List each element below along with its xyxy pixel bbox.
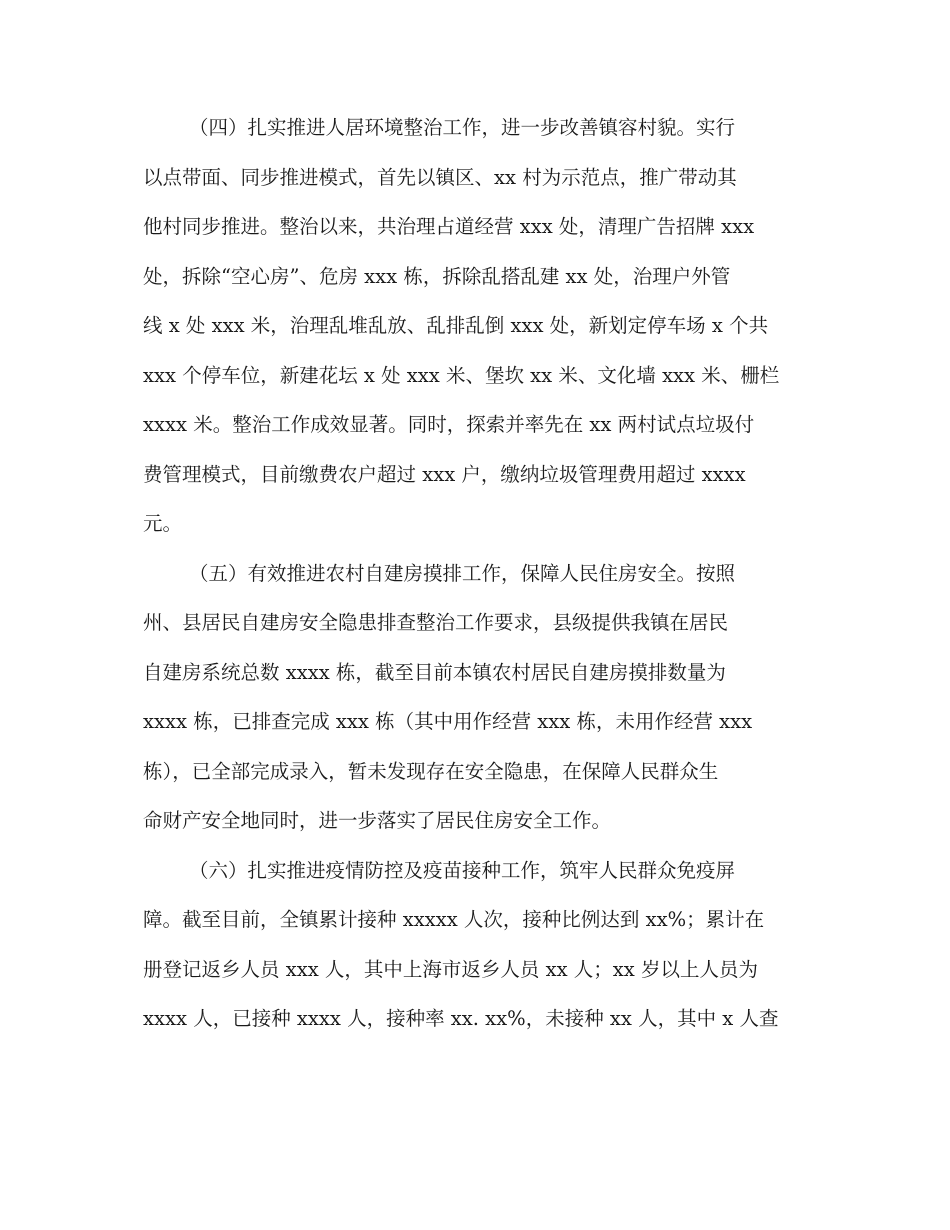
paragraph-line: 障。截至目前，全镇累计接种 xxxxx 人次，接种比例达到 xx%；累计在 bbox=[143, 908, 765, 931]
paragraph-line: （五）有效推进农村自建房摸排工作，保障人民住房安全。按照 bbox=[189, 562, 736, 585]
paragraph-line: （六）扎实推进疫情防控及疫苗接种工作，筑牢人民群众免疫屏 bbox=[189, 859, 736, 882]
paragraph-line: 费管理模式，目前缴费农户超过 xxx 户，缴纳垃圾管理费用超过 xxxx bbox=[143, 463, 746, 486]
paragraph-line: 以点带面、同步推进模式，首先以镇区、xx 村为示范点，推广带动其 bbox=[143, 166, 737, 189]
paragraph-line: 元。 bbox=[143, 512, 183, 535]
paragraph-line: 命财产安全地同时，进一步落实了居民住房安全工作。 bbox=[143, 809, 612, 832]
paragraph-line: 册登记返乡人员 xxx 人，其中上海市返乡人员 xx 人；xx 岁以上人员为 bbox=[143, 958, 758, 981]
paragraph-line: xxxx 栋，已排查完成 xxx 栋（其中用作经营 xxx 栋，未用作经营 xxx bbox=[143, 710, 753, 733]
paragraph-line: xxxx 米。整治工作成效显著。同时，探索并率先在 xx 两村试点垃圾付 bbox=[143, 413, 755, 436]
paragraph-line: 处，拆除“空心房”、危房 xxx 栋，拆除乱搭乱建 xx 处，治理户外管 bbox=[143, 265, 731, 288]
paragraph-line: 他村同步推进。整治以来，共治理占道经营 xxx 处，清理广告招牌 xxx bbox=[143, 215, 755, 238]
paragraph-line: 州、县居民自建房安全隐患排查整治工作要求，县级提供我镇在居民 bbox=[143, 611, 729, 634]
paragraph-line: 栋），已全部完成录入，暂未发现存在安全隐患，在保障人民群众生 bbox=[143, 760, 719, 783]
paragraph-line: 自建房系统总数 xxxx 栋，截至目前本镇农村居民自建房摸排数量为 bbox=[143, 661, 726, 684]
paragraph-line: xxxx 人，已接种 xxxx 人，接种率 xx. xx%，未接种 xx 人，其中 x 人查 bbox=[143, 1007, 779, 1030]
paragraph-line: 线 x 处 xxx 米，治理乱堆乱放、乱排乱倒 xxx 处，新划定停车场 x 个共 bbox=[143, 314, 769, 337]
paragraph-line: （四）扎实推进人居环境整治工作，进一步改善镇容村貌。实行 bbox=[189, 116, 736, 139]
paragraph-line: xxx 个停车位，新建花坛 x 处 xxx 米、堡坎 xx 米、文化墙 xxx 米、栅栏 bbox=[143, 364, 780, 387]
